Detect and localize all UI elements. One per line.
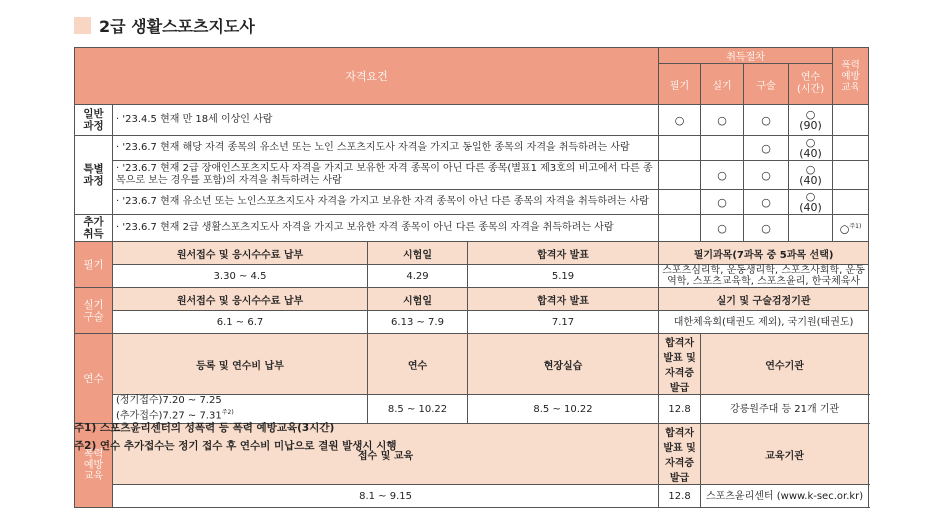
row-written-label: 필기 xyxy=(75,242,113,288)
written-subjects: 스포츠심리학, 운동생리학, 스포츠사회학, 운동역학, 스포츠교육학, 스포츠윤리, 한국체육사 xyxy=(659,265,869,288)
training-practice: 8.5 ~ 10.22 xyxy=(468,395,659,424)
written-result: 5.19 xyxy=(468,265,659,288)
row-practical-label: 실기 구술 xyxy=(75,288,113,334)
special1-mark-oral: ○ xyxy=(744,136,789,161)
special3-mark-oral: ○ xyxy=(744,190,789,215)
special1-mark-training: ○ (40) xyxy=(789,136,833,161)
row-general-label: 일반 과정 xyxy=(75,105,113,136)
additional-mark-training xyxy=(789,215,833,242)
general-mark-training: ○ (90) xyxy=(789,105,833,136)
general-mark-oral: ○ xyxy=(744,105,789,136)
training-register-regular: (정기접수)7.20 ~ 7.25 xyxy=(116,395,222,407)
note-ref-1: 주1) xyxy=(849,223,862,231)
header-col-violence: 폭력 예방 교육 xyxy=(833,48,869,105)
training-result: 12.8 xyxy=(659,395,701,424)
practical-agency: 대한체육회(태권도 제외), 국기원(태권도) xyxy=(659,311,869,334)
written-apply: 3.30 ~ 4.5 xyxy=(113,265,368,288)
header-col-practical: 실기 xyxy=(701,64,744,105)
practical-h-agency: 실기 및 구술검정기관 xyxy=(659,288,869,311)
practical-apply: 6.1 ~ 6.7 xyxy=(113,311,368,334)
special3-mark-practical: ○ xyxy=(701,190,744,215)
special2-mark-practical: ○ xyxy=(701,161,744,190)
footnote-2: 주2) 연수 추가접수는 정기 접수 후 연수비 미납으로 결원 발생시 시행 xyxy=(74,440,397,452)
special1-mark-practical xyxy=(701,136,744,161)
practical-result: 7.17 xyxy=(468,311,659,334)
special1-mark-written xyxy=(659,136,701,161)
additional-mark-oral: ○ xyxy=(744,215,789,242)
practical-h-apply: 원서접수 및 응시수수료 납부 xyxy=(113,288,368,311)
training-agency: 강릉원주대 등 21개 기관 xyxy=(701,395,869,424)
general-desc: · '23.4.5 현재 만 18세 이상인 사람 xyxy=(113,105,659,136)
violence-education: 8.1 ~ 9.15 xyxy=(113,485,659,508)
general-mark-practical: ○ xyxy=(701,105,744,136)
violence-agency: 스포츠윤리센터 (www.k-sec.or.kr) xyxy=(701,485,869,508)
violence-h-result: 합격자 발표 및 자격증 발급 xyxy=(659,424,701,485)
row-special-label: 특별 과정 xyxy=(75,136,113,215)
practical-exam: 6.13 ~ 7.9 xyxy=(368,311,468,334)
special1-mark-violence xyxy=(833,136,869,161)
header-col-written: 필기 xyxy=(659,64,701,105)
special2-mark-violence xyxy=(833,161,869,190)
additional-mark-practical: ○ xyxy=(701,215,744,242)
written-h-exam: 시험일 xyxy=(368,242,468,265)
training-h-practice: 현장실습 xyxy=(468,334,659,395)
training-register-extra: (추가접수)7.27 ~ 7.31 xyxy=(116,410,222,422)
special3-mark-violence xyxy=(833,190,869,215)
row-violence-label: 폭력 예방 교육 xyxy=(75,424,113,508)
header-col-training: 연수 (시간) xyxy=(789,64,833,105)
general-mark-written: ○ xyxy=(659,105,701,136)
page-title xyxy=(74,14,255,37)
title-text: 2급 생활스포츠지도사 xyxy=(99,17,255,36)
special-desc-2: · '23.6.7 현재 2급 장애인스포츠지도사 자격을 가지고 보유한 자격 종목이 아닌 다른 종목(별표1 제3호의 비고에서 다른 종목으로 보는 경우를 포함)의 자격을 취득하려는 사람 xyxy=(113,161,659,190)
header-col-oral: 구술 xyxy=(744,64,789,105)
footnote-1: 주1) 스포츠윤리센터의 성폭력 등 폭력 예방교육(3시간) xyxy=(74,422,335,434)
training-h-result: 합격자 발표 및 자격증 발급 xyxy=(659,334,701,395)
title-marker xyxy=(74,17,91,34)
practical-h-result: 합격자 발표 xyxy=(468,288,659,311)
special-desc-1: · '23.6.7 현재 해당 자격 종목의 유소년 또는 노인 스포츠지도사 자격을 가지고 동일한 종목의 자격을 취득하려는 사람 xyxy=(113,136,659,161)
violence-h-agency: 교육기관 xyxy=(701,424,869,485)
special2-mark-training: ○ (40) xyxy=(789,161,833,190)
footnotes xyxy=(74,419,397,455)
special2-mark-written xyxy=(659,161,701,190)
training-h-agency: 연수기관 xyxy=(701,334,869,395)
written-h-apply: 원서접수 및 응시수수료 납부 xyxy=(113,242,368,265)
violence-result: 12.8 xyxy=(659,485,701,508)
header-procedure: 취득절차 xyxy=(659,48,833,64)
training-h-course: 연수 xyxy=(368,334,468,395)
additional-desc: · '23.6.7 현재 2급 생활스포츠지도사 자격을 가지고 보유한 자격 종목이 아닌 다른 종목의 자격을 취득하려는 사람 xyxy=(113,215,659,242)
additional-mark-violence: ○$^{주1)}$ xyxy=(833,215,869,242)
practical-h-exam: 시험일 xyxy=(368,288,468,311)
written-h-result: 합격자 발표 xyxy=(468,242,659,265)
special2-mark-oral: ○ xyxy=(744,161,789,190)
violence-h-education: 접수 및 교육 xyxy=(113,424,659,485)
special3-mark-training: ○ (40) xyxy=(789,190,833,215)
row-training-label: 연수 xyxy=(75,334,113,424)
note-ref-2: 주2) xyxy=(221,409,234,417)
general-mark-violence xyxy=(833,105,869,136)
written-h-subjects: 필기과목(7과목 중 5과목 선택) xyxy=(659,242,869,265)
written-exam: 4.29 xyxy=(368,265,468,288)
additional-mark-written xyxy=(659,215,701,242)
special-desc-3: · '23.6.7 현재 유소년 또는 노인스포츠지도사 자격을 가지고 보유한 자격 종목이 아닌 다른 종목의 자격을 취득하려는 사람 xyxy=(113,190,659,215)
special3-mark-written xyxy=(659,190,701,215)
row-additional-label: 추가 취득 xyxy=(75,215,113,242)
training-course: 8.5 ~ 10.22 xyxy=(368,395,468,424)
training-h-register: 등록 및 연수비 납부 xyxy=(113,334,368,395)
header-qualification: 자격요건 xyxy=(75,48,659,105)
